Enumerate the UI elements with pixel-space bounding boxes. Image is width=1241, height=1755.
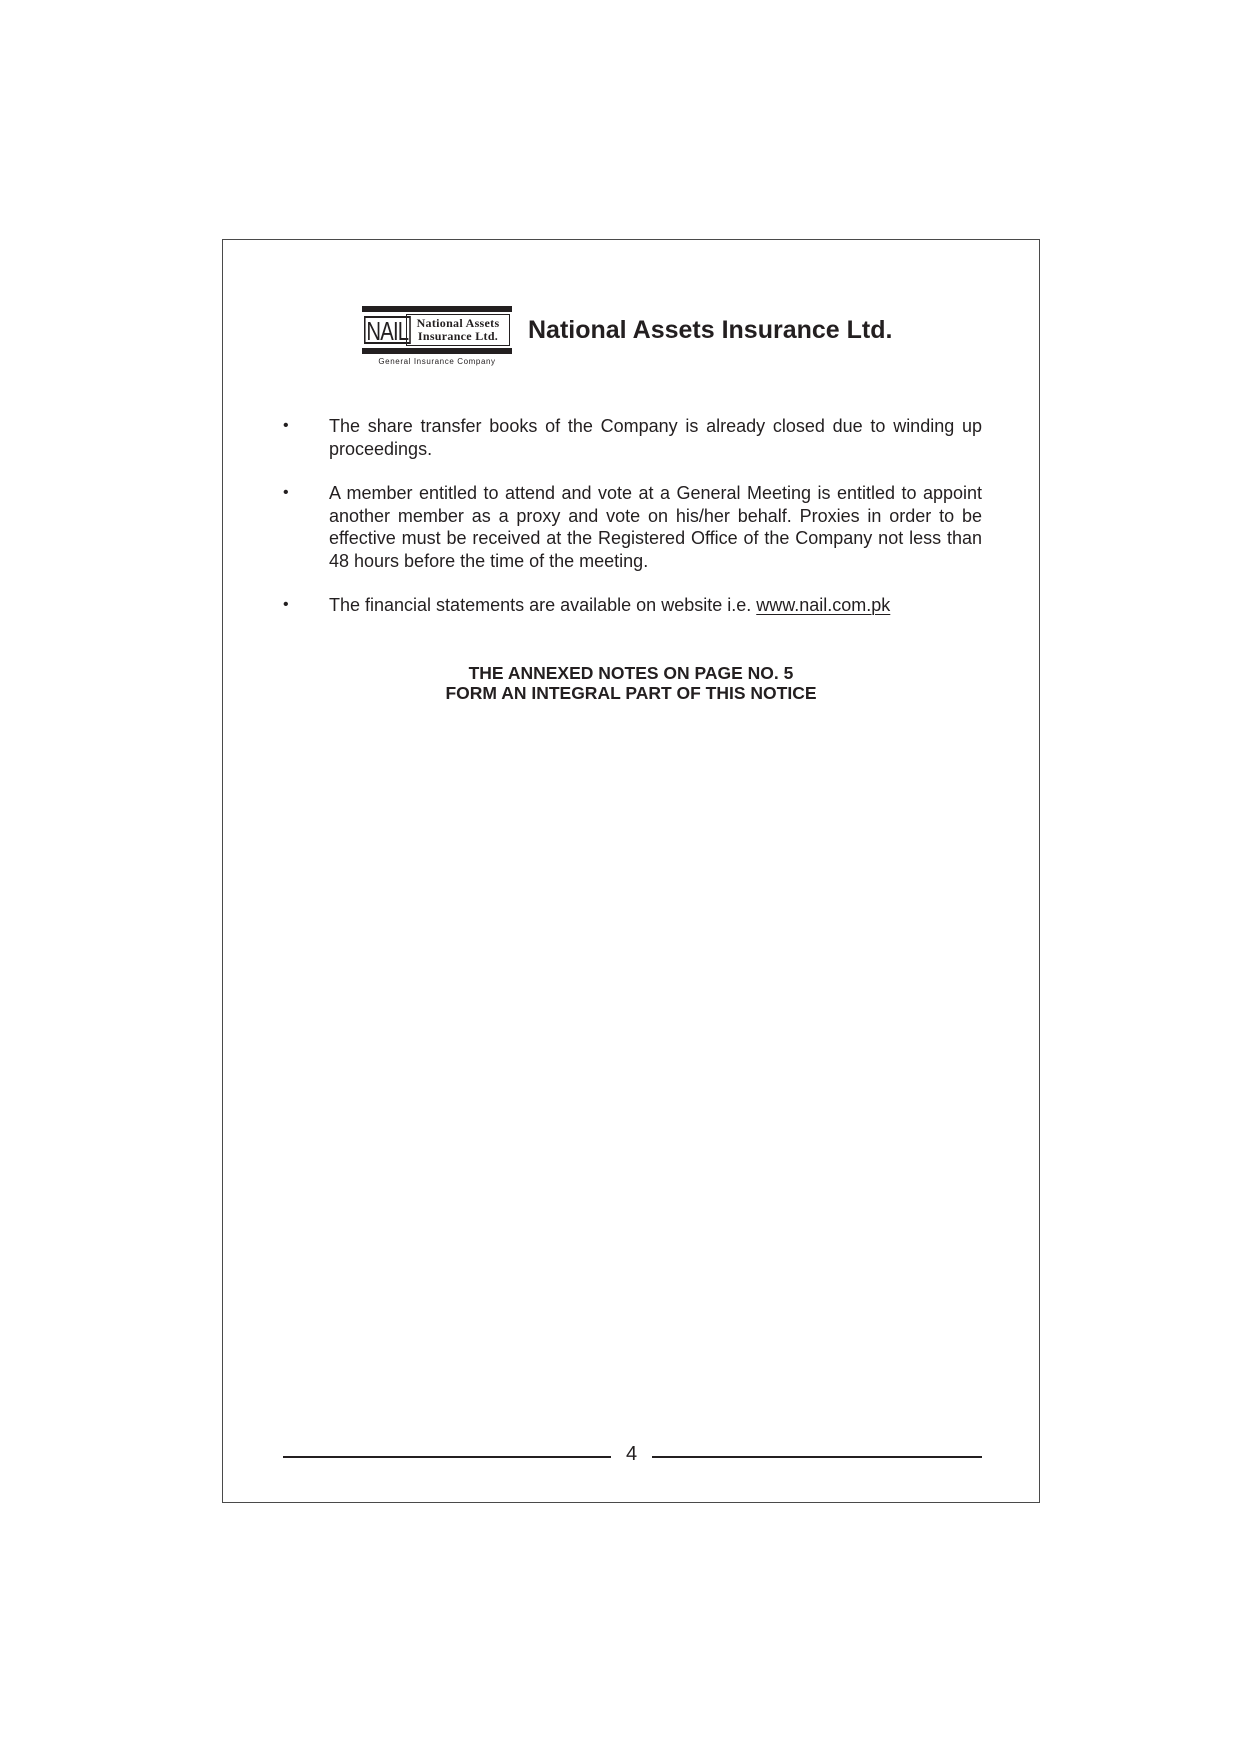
company-name-heading: National Assets Insurance Ltd. xyxy=(528,316,893,344)
annex-line-2: FORM AN INTEGRAL PART OF THIS NOTICE xyxy=(445,683,817,703)
footer-rule-right xyxy=(652,1456,982,1458)
list-item xyxy=(282,415,982,460)
company-logo xyxy=(362,306,512,356)
logo-bottom-bar xyxy=(362,348,512,354)
logo-tagline: General Insurance Company xyxy=(378,357,496,366)
note-text: A member entitled to attend and vote at a General Meeting is entitled to appoint another member as a proxy and vote on his/her behalf. Proxies in order to be effective must be received at the Registered Office of the Company not less than 48 hours before the time of the meeting. xyxy=(329,483,982,571)
logo-wordmark xyxy=(406,314,510,346)
bullet-marker: • xyxy=(283,417,289,434)
note-text: The share transfer books of the Company is already closed due to winding up proceedings. xyxy=(329,416,982,459)
page-number: 4 xyxy=(625,1443,638,1465)
bullet-marker: • xyxy=(283,596,289,613)
footer-rule-left xyxy=(283,1456,611,1458)
notes-list xyxy=(282,415,982,639)
logo-body xyxy=(362,312,512,348)
annex-line-1: THE ANNEXED NOTES ON PAGE NO. 5 xyxy=(468,663,794,683)
website-link[interactable]: www.nail.com.pk xyxy=(756,595,891,615)
logo-line-2: Insurance Ltd. xyxy=(417,329,499,343)
annex-notice xyxy=(222,663,1040,703)
list-item xyxy=(282,482,982,572)
list-item xyxy=(282,594,982,617)
note-text: The financial statements are available on website i.e. xyxy=(329,595,757,615)
logo-abbreviation: NAIL xyxy=(364,316,411,344)
bullet-marker: • xyxy=(283,484,289,501)
logo-line-1: National Assets xyxy=(416,316,500,330)
